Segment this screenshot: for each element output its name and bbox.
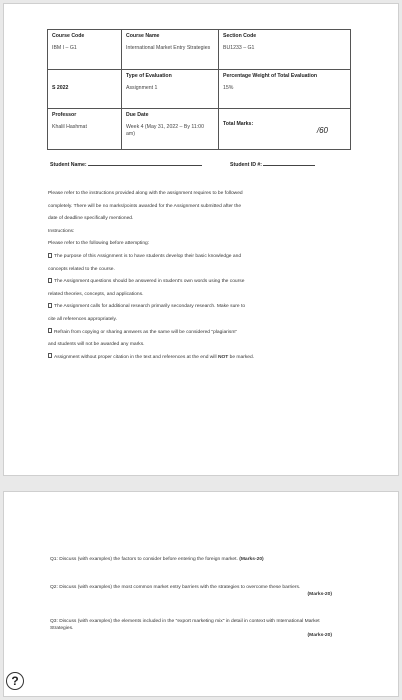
total-marks-value: /60 bbox=[316, 126, 328, 136]
question-text: Q1: Discuss (with examples) the factors to consider before entering the foreign market. bbox=[50, 557, 238, 562]
question-1 bbox=[50, 556, 340, 563]
checkbox-icon bbox=[48, 328, 52, 333]
total-marks-cell bbox=[219, 109, 351, 150]
intro-line: completely. There will be no marks/points awarded for the Assignment submitted after the bbox=[48, 203, 242, 209]
question-2 bbox=[50, 584, 340, 598]
checkbox-icon bbox=[48, 353, 52, 358]
instruction-item: Assignment without proper citation in the text and references at the end will NOT be marked. bbox=[48, 352, 348, 365]
question-text: Q2: Discuss (with examples) the most common market entry barriers with the strategies to overcome these barriers. bbox=[50, 585, 301, 590]
due-date-cell bbox=[122, 109, 219, 150]
course-name-value: International Market Entry Strategies bbox=[126, 44, 211, 51]
instruction-item-cont: concepts related to the course. bbox=[48, 266, 115, 272]
instruction-item: The Assignment calls for additional research primarily secondary research. Make sure to bbox=[48, 301, 348, 314]
section-code-cell bbox=[219, 30, 351, 70]
professor-value: Khalil Hashmat bbox=[52, 123, 87, 130]
evaluation-type-value: Assignment 1 bbox=[126, 84, 158, 91]
section-code-label: Section Code bbox=[223, 33, 257, 39]
total-marks-label: Total Marks: bbox=[223, 121, 254, 128]
professor-label: Professor bbox=[52, 112, 77, 118]
due-date-label: Due Date bbox=[126, 112, 149, 118]
evaluation-type-cell bbox=[122, 70, 219, 109]
course-code-value: IBM I – G1 bbox=[52, 44, 77, 51]
student-name-label: Student Name: bbox=[50, 162, 87, 168]
student-id-line[interactable] bbox=[263, 162, 315, 166]
assignment-header-table bbox=[47, 29, 351, 150]
instruction-item: The Assignment questions should be answered in student's own words using the course bbox=[48, 276, 348, 289]
course-code-cell bbox=[48, 30, 122, 70]
instructions-block bbox=[48, 188, 348, 364]
intro-line: date of deadline specifically mentioned. bbox=[48, 216, 134, 222]
evaluation-type-label: Type of Evaluation bbox=[126, 73, 172, 79]
weight-value: 15% bbox=[223, 84, 234, 91]
question-marks: (Marks-20) bbox=[307, 592, 332, 597]
instruction-item: The purpose of this Assignment is to have students develop their basic knowledge and bbox=[48, 251, 348, 264]
course-code-label: Course Code bbox=[52, 33, 85, 39]
intro-line: Please refer to the instructions provided along with the assignment requires to be followed bbox=[48, 191, 243, 196]
instruction-item-cont: cite all references appropriately. bbox=[48, 316, 117, 322]
weight-cell bbox=[219, 70, 351, 109]
student-name-row bbox=[50, 162, 202, 168]
student-name-line[interactable] bbox=[88, 162, 202, 166]
help-icon[interactable]: ? bbox=[6, 672, 24, 690]
checkbox-icon bbox=[48, 303, 52, 308]
due-date-value: Week 4 (May 31, 2022 – By 11:00 am) bbox=[126, 123, 204, 138]
instructions-heading: Instructions: bbox=[48, 228, 75, 234]
instruction-item-cont: related theories, concepts, and applications. bbox=[48, 291, 144, 297]
question-text: Q3: Discuss (with examples) the elements included in the "export marketing mix" in detail in context with International Market Strategies. bbox=[50, 619, 320, 631]
question-3 bbox=[50, 618, 340, 639]
course-name-cell bbox=[122, 30, 219, 70]
instruction-item: Refrain from copying or sharing answers as the same will be considered "plagiarism" bbox=[48, 327, 348, 340]
section-code-value: BU1233 – G1 bbox=[223, 44, 255, 51]
question-marks: (Marks-20) bbox=[307, 633, 332, 638]
student-id-label: Student ID #: bbox=[230, 162, 262, 168]
checkbox-icon bbox=[48, 253, 52, 258]
semester-cell bbox=[48, 70, 122, 109]
checkbox-icon bbox=[48, 278, 52, 283]
instructions-lead: Please refer to the following before attempting: bbox=[48, 241, 150, 247]
professor-cell bbox=[48, 109, 122, 150]
student-id-row bbox=[230, 162, 315, 168]
question-marks: (Marks-20) bbox=[239, 557, 264, 562]
instruction-item-cont: and students will not be awarded any marks. bbox=[48, 342, 145, 348]
course-name-label: Course Name bbox=[126, 33, 160, 39]
semester-value: S 2022 bbox=[52, 85, 69, 92]
weight-label: Percentage Weight of Total Evaluation bbox=[223, 73, 318, 79]
